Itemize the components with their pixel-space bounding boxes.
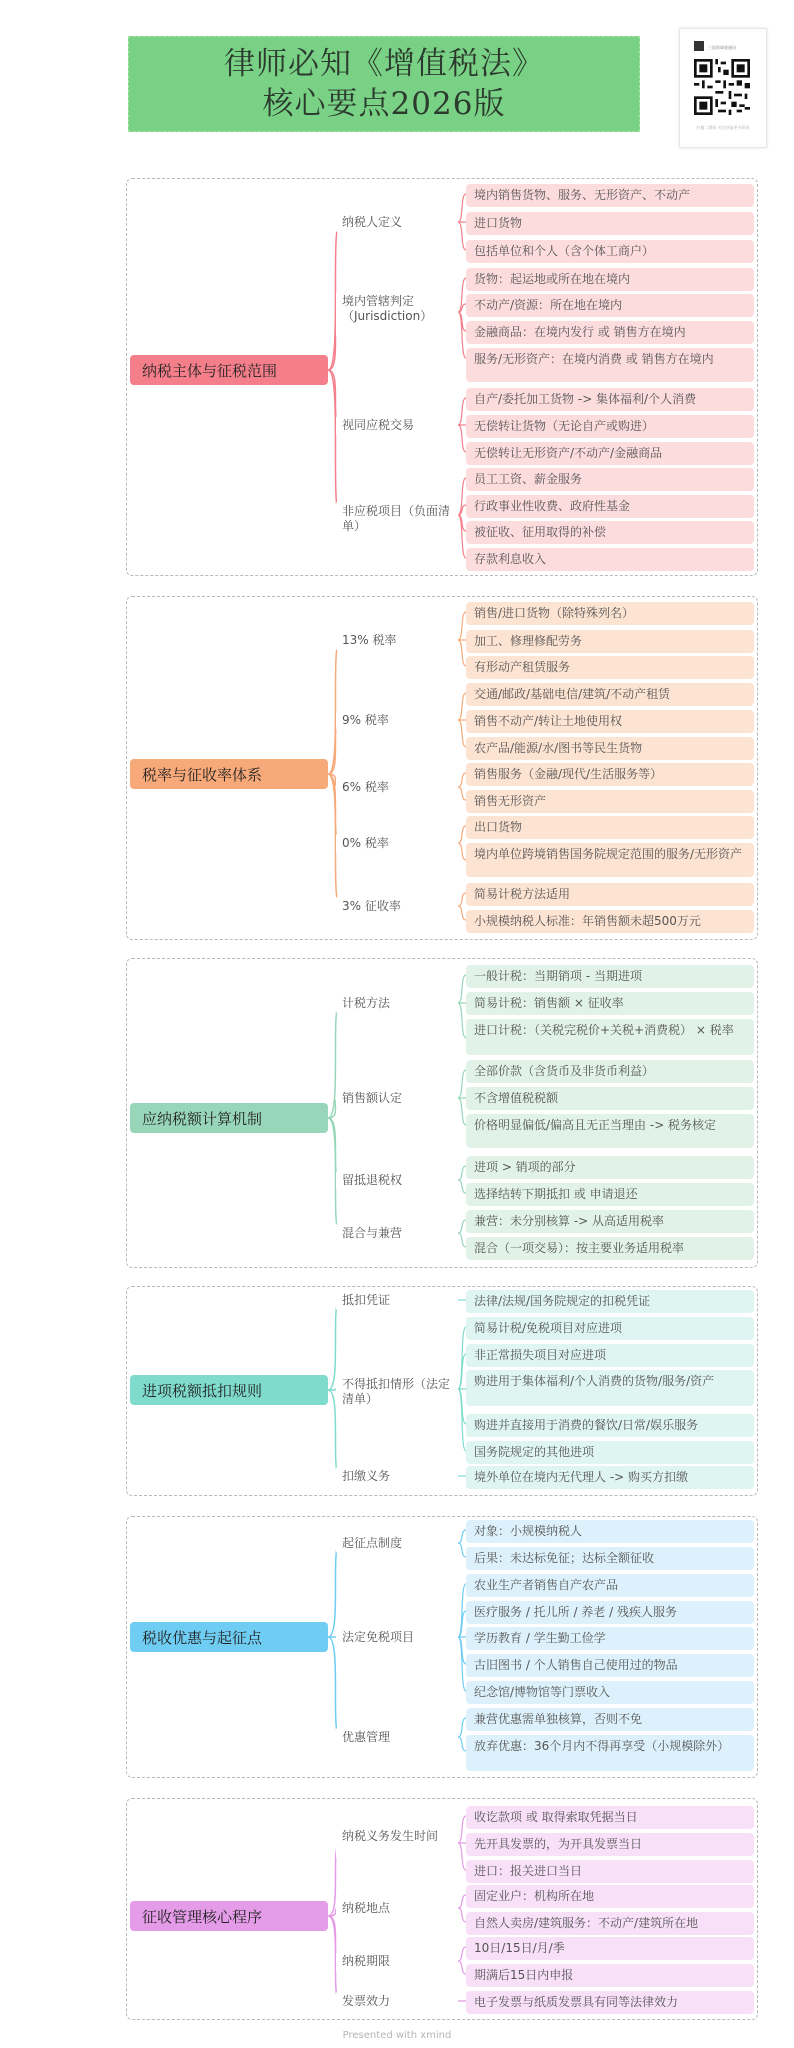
title-line-2: 核心要点2026版 [262, 86, 506, 122]
leaf[interactable]: 出口货物 [466, 816, 754, 839]
leaf[interactable]: 期满后15日内申报 [466, 1964, 754, 1987]
root-node-tax-rates[interactable]: 税率与征收率体系 [130, 759, 328, 789]
leaf[interactable]: 进口：报关进口当日 [466, 1860, 754, 1883]
leaf[interactable]: 简易计税：销售额 × 征收率 [466, 992, 754, 1015]
leaf[interactable]: 服务/无形资产：在境内消费 或 销售方在境内 [466, 348, 754, 382]
leaf[interactable]: 小规模纳税人标准：年销售额未超500万元 [466, 910, 754, 933]
leaf[interactable]: 学历教育 / 学生勤工俭学 [466, 1627, 754, 1650]
leaf[interactable]: 无偿转让货物（无论自产或购进） [466, 415, 754, 438]
leaf[interactable]: 加工、修理修配劳务 [466, 630, 754, 653]
title-banner [128, 36, 640, 132]
branch-jurisdiction[interactable]: 境内管辖判定（Jurisdiction） [336, 291, 458, 338]
leaf[interactable]: 固定业户：机构所在地 [466, 1885, 754, 1908]
branch-non-taxable[interactable]: 非应税项目（负面清单） [336, 501, 458, 533]
leaf[interactable]: 简易计税方法适用 [466, 883, 754, 906]
leaf[interactable]: 对象：小规模纳税人 [466, 1520, 754, 1543]
leaf[interactable]: 10日/15日/月/季 [466, 1937, 754, 1960]
footer-credit: Presented with xmind [342, 2030, 452, 2041]
root-node-input-tax[interactable]: 进项税额抵扣规则 [130, 1375, 328, 1405]
branch-tax-period[interactable]: 纳税期限 [336, 1951, 458, 1972]
leaf[interactable]: 选择结转下期抵扣 或 申请退还 [466, 1183, 754, 1206]
qr-card [679, 28, 767, 148]
leaf[interactable]: 行政事业性收费、政府性基金 [466, 495, 754, 518]
leaf[interactable]: 古旧图书 / 个人销售自己使用过的物品 [466, 1654, 754, 1677]
leaf[interactable]: 农产品/能源/水/图书等民生货物 [466, 737, 754, 760]
leaf[interactable]: 销售不动产/转让土地使用权 [466, 710, 754, 733]
leaf[interactable]: 被征收、征用取得的补偿 [466, 521, 754, 544]
branch-exemptions[interactable]: 法定免税项目 [336, 1627, 458, 1648]
leaf[interactable]: 货物：起运地或所在地在境内 [466, 268, 754, 291]
qr-code-icon [694, 59, 750, 115]
leaf[interactable]: 国务院规定的其他进项 [466, 1441, 754, 1464]
qr-note: 扫描二维码 关注获取更多资讯 [696, 125, 750, 130]
branch-calc-method[interactable]: 计税方法 [336, 993, 458, 1014]
leaf[interactable]: 销售服务（金融/现代/生活服务等） [466, 763, 754, 786]
leaf[interactable]: 有形动产租赁服务 [466, 656, 754, 679]
leaf[interactable]: 不动产/资源：所在地在境内 [466, 294, 754, 317]
root-node-tax-incentives[interactable]: 税收优惠与起征点 [130, 1622, 328, 1652]
leaf[interactable]: 进口货物 [466, 212, 754, 235]
leaf[interactable]: 非正常损失项目对应进项 [466, 1344, 754, 1367]
leaf[interactable]: 后果：未达标免征；达标全额征收 [466, 1547, 754, 1570]
branch-threshold[interactable]: 起征点制度 [336, 1533, 458, 1554]
branch-rate-13[interactable]: 13% 税率 [336, 630, 458, 651]
leaf[interactable]: 医疗服务 / 托儿所 / 养老 / 残疾人服务 [466, 1601, 754, 1624]
leaf[interactable]: 进项 > 销项的部分 [466, 1156, 754, 1179]
leaf[interactable]: 境内单位跨境销售国务院规定范围的服务/无形资产 [466, 843, 754, 877]
leaf[interactable]: 购进用于集体福利/个人消费的货物/服务/资产 [466, 1370, 754, 1406]
leaf[interactable]: 包括单位和个人（含个体工商户） [466, 240, 754, 263]
leaf[interactable]: 价格明显偏低/偏高且无正当理由 -> 税务核定 [466, 1114, 754, 1148]
leaf[interactable]: 法律/法规/国务院规定的扣税凭证 [466, 1290, 754, 1313]
branch-rate-9[interactable]: 9% 税率 [336, 710, 458, 731]
branch-deemed-taxable[interactable]: 视同应税交易 [336, 415, 458, 436]
branch-tax-location[interactable]: 纳税地点 [336, 1898, 458, 1919]
leaf[interactable]: 不含增值税税额 [466, 1087, 754, 1110]
leaf[interactable]: 简易计税/免税项目对应进项 [466, 1317, 754, 1340]
leaf[interactable]: 纪念馆/博物馆等门票收入 [466, 1681, 754, 1704]
title-line-1: 律师必知《增值税法》 [224, 46, 544, 82]
root-node-tax-calculation[interactable]: 应纳税额计算机制 [130, 1103, 328, 1133]
leaf[interactable]: 一般计税：当期销项 - 当期进项 [466, 965, 754, 988]
qr-avatar [694, 41, 704, 51]
leaf[interactable]: 全部价款（含货币及非货币利益） [466, 1060, 754, 1083]
branch-obligation-time[interactable]: 纳税义务发生时间 [336, 1826, 458, 1860]
leaf[interactable]: 先开具发票的，为开具发票当日 [466, 1833, 754, 1856]
branch-sales-amount[interactable]: 销售额认定 [336, 1088, 458, 1109]
root-node-collection-procedures[interactable]: 征收管理核心程序 [130, 1901, 328, 1931]
leaf[interactable]: 存款利息收入 [466, 548, 754, 571]
qr-caption: 三国界调查通讯 [708, 45, 736, 50]
branch-deduction-voucher[interactable]: 抵扣凭证 [336, 1290, 458, 1311]
leaf[interactable]: 交通/邮政/基础电信/建筑/不动产租赁 [466, 683, 754, 706]
branch-refund-right[interactable]: 留抵退税权 [336, 1170, 458, 1191]
leaf[interactable]: 金融商品：在境内发行 或 销售方在境内 [466, 321, 754, 344]
branch-invoice-validity[interactable]: 发票效力 [336, 1991, 458, 2012]
branch-non-deductible[interactable]: 不得抵扣情形（法定清单） [336, 1374, 458, 1406]
leaf[interactable]: 自产/委托加工货物 -> 集体福利/个人消费 [466, 388, 754, 411]
leaf[interactable]: 兼营：未分别核算 -> 从高适用税率 [466, 1210, 754, 1233]
leaf[interactable]: 混合（一项交易）：按主要业务适用税率 [466, 1237, 754, 1260]
leaf[interactable]: 进口计税：（关税完税价+关税+消费税） × 税率 [466, 1019, 754, 1055]
branch-rate-0[interactable]: 0% 税率 [336, 833, 458, 854]
leaf[interactable]: 销售/进口货物（除特殊列名） [466, 602, 754, 625]
leaf[interactable]: 销售无形资产 [466, 790, 754, 813]
branch-taxpayer-definition[interactable]: 纳税人定义 [336, 212, 458, 233]
leaf[interactable]: 收讫款项 或 取得索取凭据当日 [466, 1806, 754, 1829]
leaf[interactable]: 境内销售货物、服务、无形资产、不动产 [466, 184, 754, 207]
leaf[interactable]: 购进并直接用于消费的餐饮/日常/娱乐服务 [466, 1414, 754, 1437]
leaf[interactable]: 无偿转让无形资产/不动产/金融商品 [466, 442, 754, 465]
branch-withholding[interactable]: 扣缴义务 [336, 1466, 458, 1487]
leaf[interactable]: 电子发票与纸质发票具有同等法律效力 [466, 1991, 754, 2014]
branch-mixed-sales[interactable]: 混合与兼营 [336, 1223, 458, 1244]
leaf[interactable]: 兼营优惠需单独核算，否则不免 [466, 1708, 754, 1731]
leaf[interactable]: 员工工资、薪金服务 [466, 468, 754, 491]
leaf[interactable]: 自然人卖房/建筑服务：不动产/建筑所在地 [466, 1912, 754, 1935]
leaf[interactable]: 农业生产者销售自产农产品 [466, 1574, 754, 1597]
root-node-tax-subject[interactable]: 纳税主体与征税范围 [130, 355, 328, 385]
branch-rate-6[interactable]: 6% 税率 [336, 777, 458, 798]
branch-rate-3[interactable]: 3% 征收率 [336, 896, 458, 917]
branch-incentive-management[interactable]: 优惠管理 [336, 1727, 458, 1748]
leaf[interactable]: 境外单位在境内无代理人 -> 购买方扣缴 [466, 1466, 754, 1489]
leaf[interactable]: 放弃优惠：36个月内不得再享受（小规模除外） [466, 1735, 754, 1771]
